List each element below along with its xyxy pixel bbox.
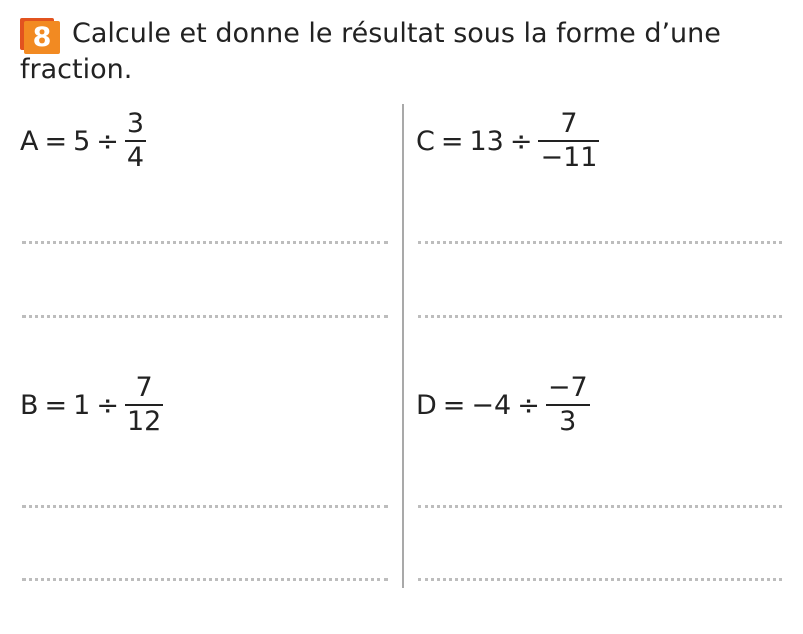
numerator: 7 [135, 372, 153, 403]
fraction [546, 372, 590, 438]
answer-line [22, 578, 388, 581]
problem-c-expression [416, 108, 599, 174]
fraction [538, 108, 599, 174]
denominator: 3 [559, 406, 577, 437]
problem-label: C [416, 125, 435, 157]
answer-line [22, 315, 388, 318]
answer-line [22, 241, 388, 244]
problem-label: A [20, 125, 39, 157]
division-sign: ÷ [509, 125, 533, 157]
dividend: 1 [73, 389, 91, 421]
problem-label: B [20, 389, 39, 421]
equals-sign: = [44, 125, 68, 157]
division-sign: ÷ [517, 389, 540, 421]
fraction [125, 372, 163, 438]
denominator: −11 [540, 142, 598, 173]
equals-sign: = [44, 389, 68, 421]
exercise-number: 8 [24, 21, 60, 54]
answer-line [418, 241, 782, 244]
division-sign: ÷ [96, 125, 119, 157]
dividend: 13 [469, 125, 504, 157]
numerator: 3 [126, 108, 145, 139]
answer-line [418, 315, 782, 318]
fraction [125, 108, 146, 174]
denominator: 12 [126, 406, 162, 437]
equals-sign: = [440, 125, 464, 157]
problem-b-expression [20, 372, 163, 438]
answer-line [22, 505, 388, 508]
problem-a-expression [20, 108, 146, 174]
exercise-instruction: Calcule et donne le résultat sous la forme d’une fraction. [20, 18, 721, 85]
division-sign: ÷ [96, 389, 119, 421]
answer-line [418, 578, 782, 581]
problem-d-expression [416, 372, 590, 438]
numerator: −7 [547, 372, 588, 403]
column-divider [402, 104, 404, 588]
dividend: 5 [73, 125, 91, 157]
numerator: 7 [560, 108, 578, 139]
answer-line [418, 505, 782, 508]
problem-label: D [416, 389, 437, 421]
equals-sign: = [442, 389, 466, 421]
denominator: 4 [126, 142, 145, 173]
dividend: −4 [471, 389, 512, 421]
